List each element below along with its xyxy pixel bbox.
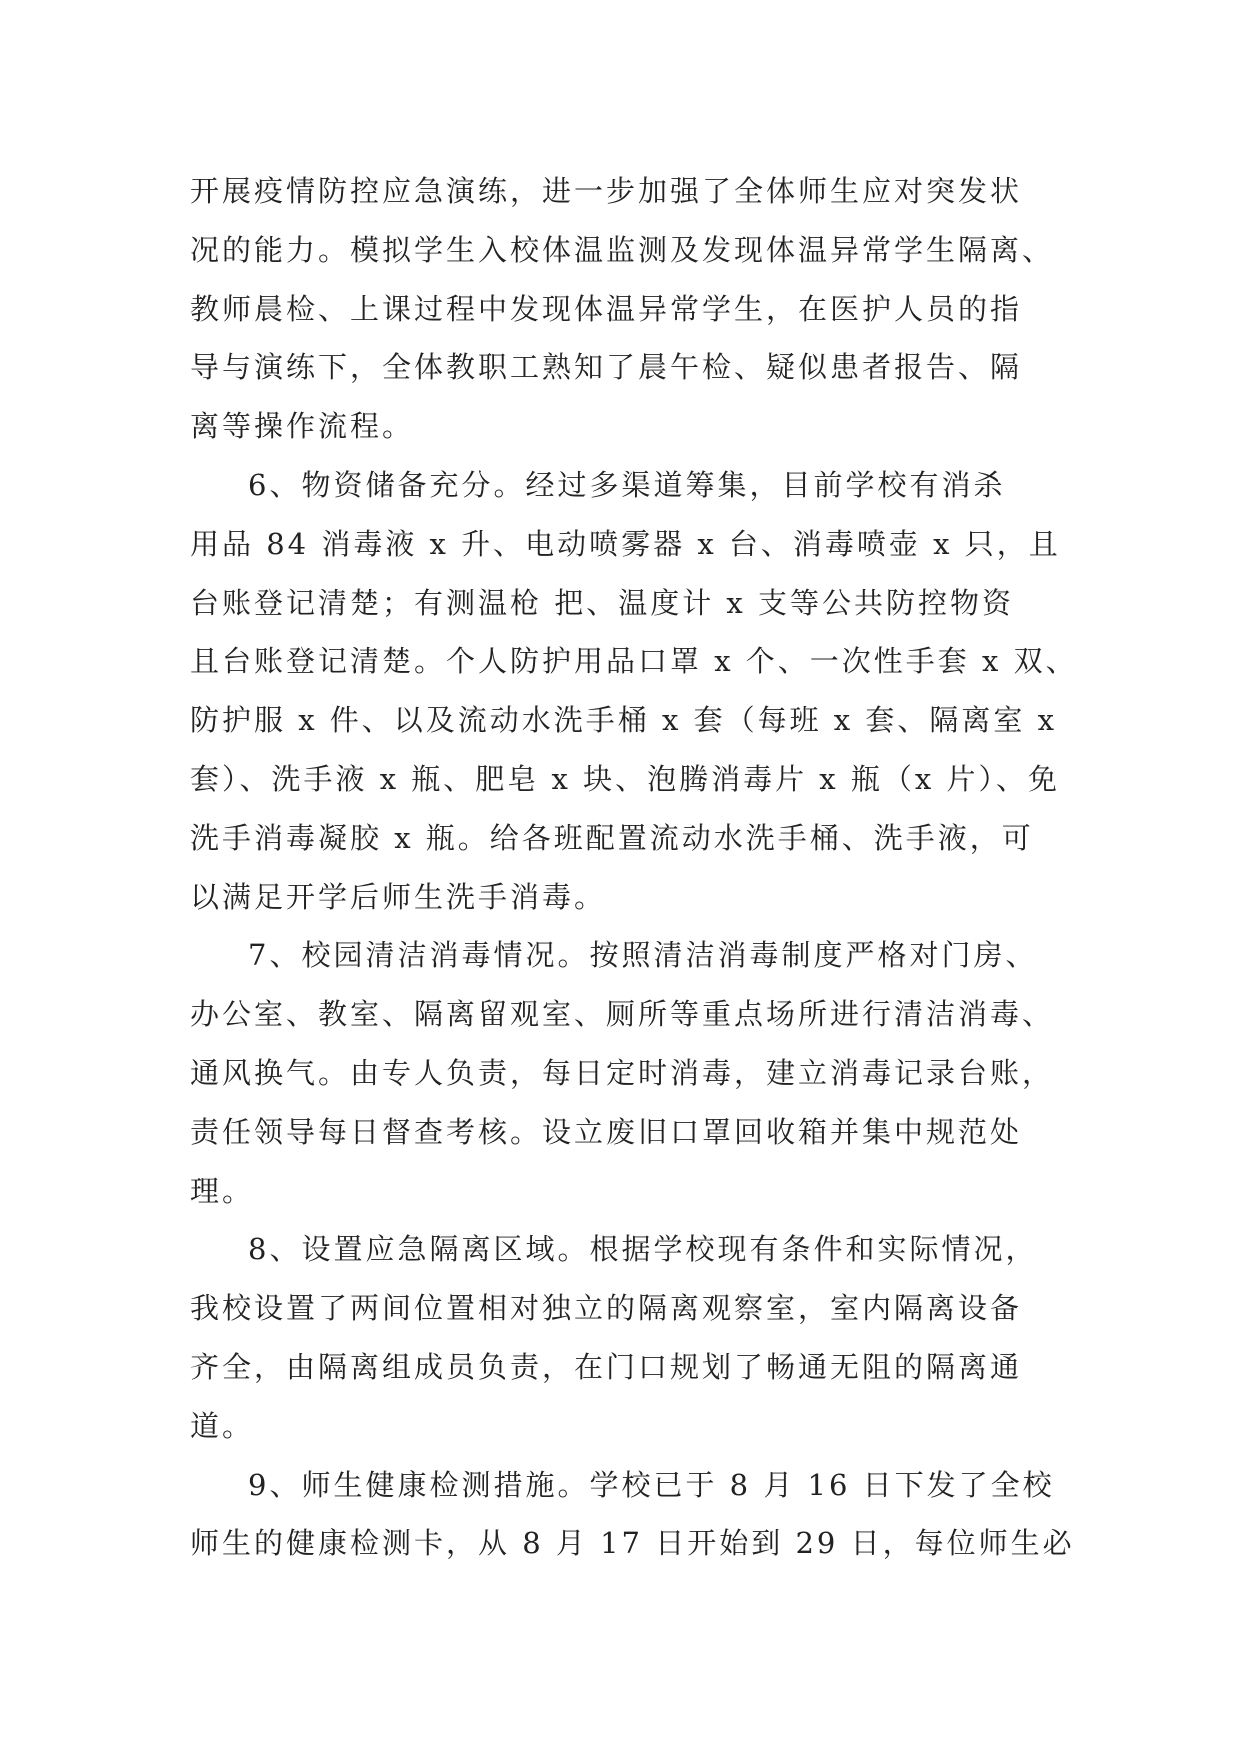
text-line: 理。 xyxy=(190,1173,255,1208)
document-body xyxy=(190,162,1078,1573)
text-line: 套）、洗手液 x 瓶、肥皂 x 块、泡腾消毒片 x 瓶（x 片）、免 xyxy=(190,761,1060,796)
text-line: 况的能力。模拟学生入校体温监测及发现体温异常学生隔离、 xyxy=(190,232,1055,267)
text-line: 防护服 x 件、以及流动水洗手桶 x 套（每班 x 套、隔离室 x xyxy=(190,703,1057,738)
paragraph-start-line: 8、设置应急隔离区域。根据学校现有条件和实际情况， xyxy=(248,1232,1038,1267)
text-line: 导与演练下，全体教职工熟知了晨午检、疑似患者报告、隔 xyxy=(190,350,1023,385)
paragraph-start-line: 7、校园清洁消毒情况。按照清洁消毒制度严格对门房、 xyxy=(248,938,1038,973)
text-line: 用品 84 消毒液 x 升、电动喷雾器 x 台、消毒喷壶 x 只，且 xyxy=(190,526,1061,561)
text-line: 师生的健康检测卡，从 8 月 17 日开始到 29 日，每位师生必 xyxy=(190,1526,1075,1561)
text-line: 齐全，由隔离组成员负责，在门口规划了畅通无阻的隔离通 xyxy=(190,1349,1023,1384)
paragraph-start-line: 6、物资储备充分。经过多渠道筹集，目前学校有消杀 xyxy=(248,467,1006,502)
text-line: 开展疫情防控应急演练，进一步加强了全体师生应对突发状 xyxy=(190,174,1023,208)
text-line: 以满足开学后师生洗手消毒。 xyxy=(190,879,607,914)
text-line: 且台账登记清楚。个人防护用品口罩 x 个、一次性手套 x 双、 xyxy=(190,644,1078,679)
text-line: 洗手消毒凝胶 x 瓶。给各班配置流动水洗手桶、洗手液，可 xyxy=(190,820,1034,855)
text-line: 道。 xyxy=(190,1408,255,1443)
text-line: 办公室、教室、隔离留观室、厕所等重点场所进行清洁消毒、 xyxy=(190,997,1055,1032)
paragraph-start-line: 9、师生健康检测措施。学校已于 8 月 16 日下发了全校 xyxy=(248,1467,1055,1502)
text-line: 离等操作流程。 xyxy=(190,409,415,444)
text-line: 我校设置了两间位置相对独立的隔离观察室，室内隔离设备 xyxy=(190,1291,1023,1326)
text-line: 台账登记清楚；有测温枪 把、温度计 x 支等公共防控物资 xyxy=(190,585,1015,620)
text-line: 教师晨检、上课过程中发现体温异常学生，在医护人员的指 xyxy=(190,291,1023,326)
text-line: 责任领导每日督查考核。设立废旧口罩回收箱并集中规范处 xyxy=(190,1114,1023,1149)
text-line: 通风换气。由专人负责，每日定时消毒，建立消毒记录台账， xyxy=(190,1055,1055,1090)
